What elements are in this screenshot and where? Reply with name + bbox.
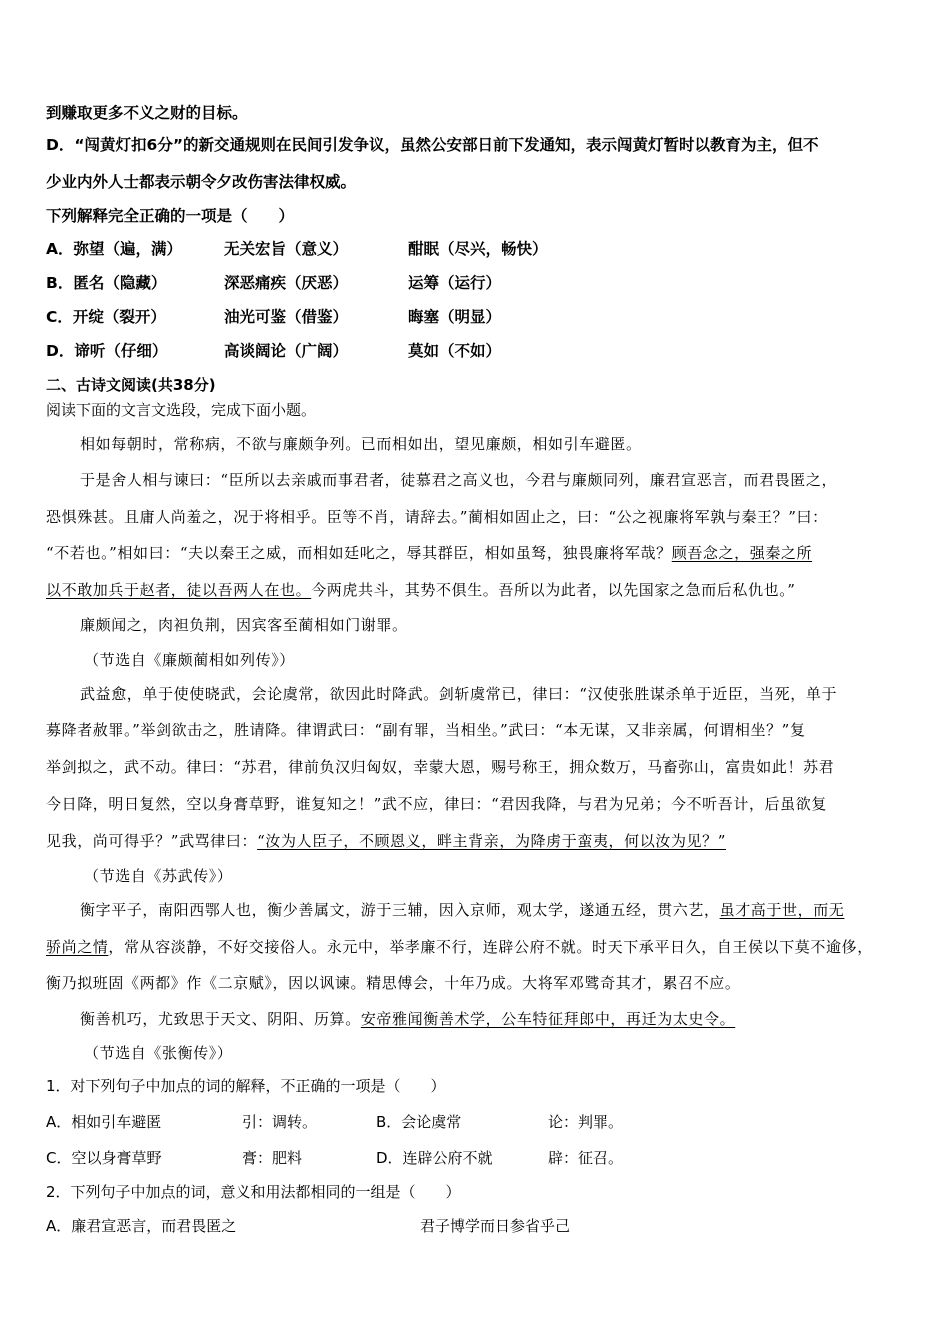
section-instruction: 阅读下面的文言文选段，完成下面小题。 xyxy=(46,401,317,419)
q1-option-a-note: 引：调转。 xyxy=(242,1113,318,1131)
passage-text: 见我，尚可得乎？”武骂律曰： xyxy=(46,832,258,850)
underlined-sentence: 安帝雅闻衡善术学，公车特征拜郎中，再迁为太史令。 xyxy=(360,1010,736,1028)
explain-cell: 酣眠（尽兴，畅快） xyxy=(408,240,548,258)
section-heading: 二、古诗文阅读(共38分) xyxy=(46,376,216,394)
passage1-para2-line3 xyxy=(46,543,812,563)
passage3-source: （节选自《张衡传》） xyxy=(84,1044,233,1062)
q2-option-a-left: A．廉君宣恶言，而君畏匿之 xyxy=(46,1217,237,1235)
passage2-source: （节选自《苏武传》） xyxy=(84,867,233,885)
option-d-line-2: 少业内外人士都表示朝令夕改伤害法律权威。 xyxy=(46,173,357,191)
passage-text: ，常从容淡静，不好交接俗人。永元中，举孝廉不行，连辟公府不就。时天下承平日久，自王侯以下莫不逾侈， xyxy=(108,938,873,956)
passage2-line5 xyxy=(46,831,726,851)
q1-option-d-note: 辟：征召。 xyxy=(548,1149,624,1167)
explain-cell: D．谛听（仔细） xyxy=(46,342,168,360)
underlined-sentence: 以不敢加兵于赵者，徒以吾两人在也。 xyxy=(46,581,312,599)
explain-cell: 晦塞（明显） xyxy=(408,308,502,326)
q1-option-b: B．会论虞常 xyxy=(376,1113,462,1131)
question-1-stem: 1．对下列句子中加点的词的解释，不正确的一项是（ ） xyxy=(46,1077,446,1095)
q1-option-b-note: 论：判罪。 xyxy=(548,1113,624,1131)
passage1-para2-line2: 恐惧殊甚。且庸人尚羞之，况于将相乎。臣等不肖，请辞去。”蔺相如固止之，曰：“公之视廉将军孰与秦王？”曰： xyxy=(46,508,828,526)
passage2-line1: 武益愈，单于使使晓武，会论虞常，欲因此时降武。剑斩虞常已，律曰：“汉使张胜谋杀单于近臣，当死，单于 xyxy=(80,685,838,703)
explain-cell: 无关宏旨（意义） xyxy=(224,240,349,258)
underlined-sentence: “汝为人臣子，不顾恩义，畔主背亲，为降虏于蛮夷，何以汝为见？” xyxy=(257,832,727,850)
option-d-line-1: D．“闯黄灯扣6分”的新交通规则在民间引发争议，虽然公安部日前下发通知，表示闯黄灯暂时以教育为主，但不 xyxy=(46,136,819,154)
passage1-source: （节选自《廉颇蔺相如列传》） xyxy=(84,651,295,669)
question-2-stem: 2．下列句子中加点的词，意义和用法都相同的一组是（ ） xyxy=(46,1183,461,1201)
passage2-line3: 举剑拟之，武不动。律曰：“苏君，律前负汉归匈奴，幸蒙大恩，赐号称王，拥众数万，马畜弥山，富贵如此！苏君 xyxy=(46,758,835,776)
passage-text: 今两虎共斗，其势不俱生。吾所以为此者，以先国家之急而后私仇也。” xyxy=(311,581,796,599)
q1-option-c-note: 膏：肥料 xyxy=(242,1149,303,1167)
passage2-line2: 募降者赦罪。”举剑欲击之，胜请降。律谓武曰：“副有罪，当相坐。”武曰：“本无谋，又非亲属，何谓相坐？”复 xyxy=(46,721,806,739)
passage2-line4: 今日降，明日复然，空以身膏草野，谁复知之！”武不应，律曰：“君因我降，与君为兄弟；今不听吾计，后虽欲复 xyxy=(46,795,827,813)
q1-option-d: D．连辟公府不就 xyxy=(376,1149,493,1167)
explain-cell: 运筹（运行） xyxy=(408,274,502,292)
underlined-sentence: 顾吾念之，强秦之所 xyxy=(671,544,813,562)
explain-cell: B．匿名（隐藏） xyxy=(46,274,167,292)
q2-option-a-right: 君子博学而日参省乎己 xyxy=(420,1217,571,1235)
intro-tail-line: 到赚取更多不义之财的目标。 xyxy=(46,104,248,122)
passage1-para2-line4 xyxy=(46,580,796,600)
passage-text: 衡字平子，南阳西鄂人也，衡少善属文，游于三辅，因入京师，观太学，遂通五经，贯六艺， xyxy=(80,901,720,919)
explain-cell: C．开绽（裂开） xyxy=(46,308,166,326)
explain-cell: 深恶痛疾（厌恶） xyxy=(224,274,349,292)
underlined-sentence: 虽才高于世，而无 xyxy=(719,901,845,919)
passage-text: “不若也。”相如曰：“夫以秦王之威，而相如廷叱之，辱其群臣，相如虽驽，独畏廉将军哉？ xyxy=(46,544,672,562)
explain-cell: A．弥望（遍，满） xyxy=(46,240,182,258)
passage1-para3: 廉颇闻之，肉袒负荆，因宾客至蔺相如门谢罪。 xyxy=(80,616,408,634)
passage1-para1: 相如每朝时，常称病，不欲与廉颇争列。已而相如出，望见廉颇，相如引车避匿。 xyxy=(80,435,642,453)
passage1-para2-line1: 于是舍人相与谏曰：“臣所以去亲戚而事君者，徒慕君之高义也，今君与廉颇同列，廉君宣恶言，而君畏匿之， xyxy=(80,471,838,489)
underlined-sentence: 骄尚之情 xyxy=(46,938,109,956)
q1-option-a: A．相如引车避匿 xyxy=(46,1113,162,1131)
passage3-line4 xyxy=(80,1009,735,1029)
explain-cell: 高谈阔论（广阔） xyxy=(224,342,349,360)
q1-option-c: C．空以身膏草野 xyxy=(46,1149,162,1167)
passage3-line1 xyxy=(80,900,844,920)
passage3-line2 xyxy=(46,937,873,957)
explain-question-stem: 下列解释完全正确的一项是（ ） xyxy=(46,207,295,225)
explain-cell: 油光可鉴（借鉴） xyxy=(224,308,349,326)
explain-cell: 莫如（不如） xyxy=(408,342,502,360)
passage-text: 衡善机巧，尤致思于天文、阴阳、历算。 xyxy=(80,1010,361,1028)
passage3-line3: 衡乃拟班固《两都》作《二京赋》，因以讽谏。精思傅会，十年乃成。大将军邓骘奇其才，累召不应。 xyxy=(46,974,741,992)
